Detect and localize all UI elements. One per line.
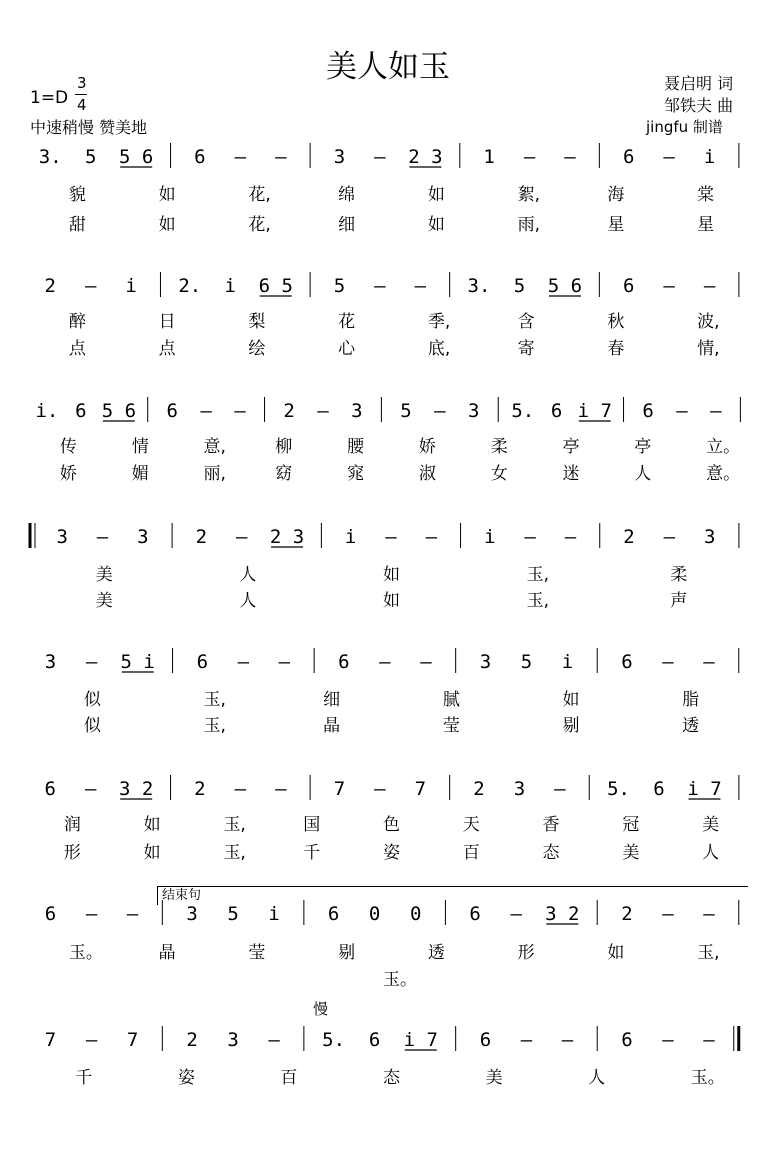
lyric-syllable: 玉, bbox=[526, 591, 550, 611]
note-number: i bbox=[484, 526, 496, 548]
note-number: 5. bbox=[607, 778, 631, 800]
lyric-syllable: 星 bbox=[607, 215, 625, 235]
note-number: 2 bbox=[194, 778, 206, 800]
lyric-syllable: 窕 bbox=[347, 464, 365, 484]
note-number: 2 bbox=[623, 526, 635, 548]
sustain-dash: – bbox=[703, 275, 716, 297]
lyric-syllable: 美 bbox=[702, 815, 720, 835]
sustain-dash: – bbox=[268, 1029, 280, 1051]
lyric-syllable: 柔 bbox=[490, 437, 508, 457]
lyric-syllable: 春 bbox=[607, 339, 625, 359]
lyric-syllable: 如 bbox=[427, 185, 445, 205]
lyric-syllable: 国 bbox=[303, 815, 321, 835]
note-number: 6 bbox=[338, 651, 350, 673]
note-number: i bbox=[344, 526, 357, 548]
note-number: 0 bbox=[368, 903, 381, 925]
note-number: 6 bbox=[622, 275, 635, 297]
sustain-dash: – bbox=[520, 1029, 533, 1051]
arranger-credit: jingfu 制谱 bbox=[646, 118, 723, 136]
note-number: 6 bbox=[621, 651, 633, 673]
lyric-syllable: 千 bbox=[75, 1068, 93, 1088]
sustain-dash: – bbox=[676, 400, 688, 422]
lyric-syllable: 女 bbox=[490, 464, 508, 484]
lyric-syllable: 美 bbox=[95, 565, 113, 585]
lyric-syllable: 人 bbox=[702, 843, 720, 863]
lyric-syllable: 意。 bbox=[706, 464, 741, 484]
lyric-syllable: 丽, bbox=[203, 464, 226, 484]
lyric-syllable: 貌 bbox=[68, 185, 86, 205]
lyric-syllable: 传 bbox=[59, 437, 77, 457]
lyric-syllable: 剔 bbox=[338, 943, 356, 963]
note-number: 7 bbox=[44, 1029, 57, 1051]
sustain-dash: – bbox=[85, 903, 98, 925]
sustain-dash: – bbox=[96, 526, 109, 548]
lyric-syllable: 如 bbox=[143, 843, 161, 863]
note-number: 6 bbox=[166, 400, 178, 422]
lyric-syllable: 人 bbox=[588, 1068, 606, 1088]
lyric-syllable: 声 bbox=[670, 591, 688, 611]
sustain-dash: – bbox=[235, 526, 248, 548]
sustain-dash: – bbox=[663, 526, 676, 548]
sustain-dash: – bbox=[434, 400, 446, 422]
note-number: 3 bbox=[479, 651, 492, 673]
note-number: 6 bbox=[327, 903, 340, 925]
lyric-syllable: 海 bbox=[607, 185, 625, 205]
lyric-syllable: 娇 bbox=[59, 464, 77, 484]
lyric-syllable: 玉, bbox=[223, 815, 246, 835]
song-title: 美人如玉 bbox=[326, 49, 450, 85]
sustain-dash: – bbox=[554, 778, 566, 800]
note-number: 2 bbox=[473, 778, 485, 800]
sustain-dash: – bbox=[317, 400, 329, 422]
key-signature: 1=D bbox=[30, 88, 69, 108]
sustain-dash: – bbox=[523, 146, 536, 168]
lyric-syllable: 如 bbox=[562, 690, 580, 710]
sustain-dash: – bbox=[703, 651, 715, 673]
note-number: i bbox=[561, 651, 574, 673]
composer-credit: 邹铁夫 曲 bbox=[664, 96, 734, 115]
lyric-syllable: 人 bbox=[634, 464, 652, 484]
lyric-syllable: 秋 bbox=[607, 312, 625, 332]
lyric-syllable: 花 bbox=[338, 312, 356, 332]
lyric-syllable: 玉。 bbox=[383, 970, 417, 990]
note-number: 3 bbox=[137, 526, 149, 548]
lyric-syllable: 如 bbox=[143, 815, 161, 835]
note-number: 5 bbox=[513, 275, 526, 297]
note-number: i bbox=[224, 275, 236, 297]
lyric-syllable: 美 bbox=[485, 1068, 503, 1088]
lyric-syllable: 含 bbox=[517, 312, 535, 332]
lyric-syllable: 美 bbox=[95, 591, 113, 611]
note-number: i bbox=[703, 146, 716, 168]
note-number: 6 bbox=[479, 1029, 492, 1051]
lyric-syllable: 玉。 bbox=[690, 1068, 725, 1088]
lyric-syllable: 如 bbox=[158, 215, 176, 235]
lyric-syllable: 花, bbox=[248, 185, 271, 205]
note-number: 6 bbox=[75, 400, 87, 422]
note-number: 5 6 bbox=[119, 146, 154, 168]
lyric-syllable: 冠 bbox=[622, 815, 640, 835]
sustain-dash: – bbox=[126, 903, 139, 925]
sustain-dash: – bbox=[374, 778, 386, 800]
note-number: 2. bbox=[178, 275, 202, 297]
note-number: 3 bbox=[351, 400, 363, 422]
lyric-syllable: 晶 bbox=[323, 716, 341, 736]
note-number: 3 2 bbox=[545, 903, 580, 925]
note-number: i bbox=[268, 903, 280, 925]
note-number: 2 3 bbox=[408, 146, 443, 168]
sustain-dash: – bbox=[374, 275, 386, 297]
lyric-syllable: 莹 bbox=[248, 943, 266, 963]
sustain-dash: – bbox=[200, 400, 212, 422]
sustain-dash: – bbox=[564, 526, 577, 548]
lyric-syllable: 人 bbox=[239, 565, 257, 585]
sustain-dash: – bbox=[564, 146, 576, 168]
note-number: 3 bbox=[227, 1029, 239, 1051]
note-number: 3 bbox=[56, 526, 68, 548]
note-number: 5 bbox=[400, 400, 412, 422]
note-number: 5 bbox=[520, 651, 533, 673]
note-number: 6 bbox=[622, 146, 635, 168]
sustain-dash: – bbox=[703, 1029, 715, 1051]
lyric-syllable: 态 bbox=[383, 1068, 400, 1088]
note-number: 5. bbox=[322, 1029, 346, 1051]
sustain-dash: – bbox=[561, 1029, 574, 1051]
note-number: 6 bbox=[642, 400, 654, 422]
lyric-syllable: 细 bbox=[338, 215, 356, 235]
lyric-syllable: 玉。 bbox=[68, 943, 103, 963]
sustain-dash: – bbox=[379, 651, 391, 673]
note-number: 6 bbox=[550, 400, 563, 422]
sustain-dash: – bbox=[662, 651, 674, 673]
note-number: 3. bbox=[38, 146, 62, 168]
lyric-syllable: 花, bbox=[248, 215, 271, 235]
lyric-syllable: 美 bbox=[622, 843, 640, 863]
note-number: 2 3 bbox=[269, 526, 305, 548]
sustain-dash: – bbox=[510, 903, 522, 925]
note-number: 5 6 bbox=[547, 275, 583, 297]
lyric-syllable: 百 bbox=[280, 1068, 298, 1088]
note-number: 3 bbox=[513, 778, 526, 800]
lyric-syllable: 如 bbox=[158, 185, 176, 205]
lyric-syllable: 情 bbox=[131, 437, 149, 457]
lyric-syllable: 媚 bbox=[131, 464, 149, 484]
lyric-syllable: 腰 bbox=[347, 437, 365, 457]
lyric-syllable: 心 bbox=[338, 339, 356, 359]
lyric-syllable: 天 bbox=[462, 815, 480, 835]
lyric-syllable: 色 bbox=[383, 815, 400, 835]
lyric-syllable: 甜 bbox=[68, 215, 86, 235]
note-number: 6 bbox=[469, 903, 481, 925]
lyric-syllable: 如 bbox=[383, 591, 400, 611]
sustain-dash: – bbox=[662, 903, 674, 925]
note-number: 6 bbox=[194, 146, 206, 168]
lyric-syllable: 棠 bbox=[697, 185, 715, 205]
lyric-syllable: 迷 bbox=[562, 464, 580, 484]
note-number: 2 bbox=[44, 275, 56, 297]
note-number: i 7 bbox=[687, 778, 722, 800]
lyric-syllable: 柳 bbox=[275, 437, 293, 457]
note-number: 3 bbox=[703, 526, 716, 548]
lyric-syllable: 姿 bbox=[177, 1068, 195, 1088]
note-number: 5. bbox=[511, 400, 535, 422]
sustain-dash: – bbox=[84, 275, 97, 297]
lyric-syllable: 底, bbox=[427, 339, 451, 359]
sustain-dash: – bbox=[237, 651, 250, 673]
lyric-syllable: 意, bbox=[203, 437, 226, 457]
sustain-dash: – bbox=[663, 146, 675, 168]
note-number: 3 bbox=[333, 146, 346, 168]
lyric-syllable: 梨 bbox=[248, 312, 266, 332]
lyric-syllable: 日 bbox=[158, 312, 176, 332]
lyric-syllable: 莹 bbox=[442, 716, 460, 736]
note-number: 2 bbox=[195, 526, 208, 548]
note-number: 7 bbox=[333, 778, 346, 800]
lyric-syllable: 星 bbox=[697, 215, 715, 235]
lyric-syllable: 润 bbox=[63, 815, 81, 835]
lyric-syllable: 形 bbox=[517, 943, 535, 963]
note-number: 5 bbox=[333, 275, 346, 297]
lyric-syllable: 柔 bbox=[670, 565, 688, 585]
sustain-dash: – bbox=[425, 526, 438, 548]
lyric-syllable: 如 bbox=[607, 943, 625, 963]
lyric-syllable: 似 bbox=[83, 716, 101, 736]
sustain-dash: – bbox=[84, 778, 97, 800]
lyric-syllable: 如 bbox=[427, 215, 445, 235]
note-number: 3. bbox=[467, 275, 491, 297]
lyric-syllable: 淑 bbox=[418, 464, 436, 484]
lyric-syllable: 情, bbox=[697, 339, 720, 359]
sustain-dash: – bbox=[420, 651, 432, 673]
note-number: 6 bbox=[368, 1029, 381, 1051]
note-number: 7 bbox=[126, 1029, 139, 1051]
note-number: 2 bbox=[621, 903, 633, 925]
note-number: 6 bbox=[44, 778, 56, 800]
lyric-syllable: 窈 bbox=[275, 464, 293, 484]
note-number: 6 bbox=[44, 903, 57, 925]
lyricist-credit: 聂启明 词 bbox=[664, 74, 734, 93]
sustain-dash: – bbox=[710, 400, 722, 422]
lyric-syllable: 亭 bbox=[562, 437, 580, 457]
note-number: 3 bbox=[44, 651, 57, 673]
note-number: 3 2 bbox=[119, 778, 154, 800]
note-number: 0 bbox=[409, 903, 422, 925]
lyric-syllable: 波, bbox=[697, 312, 720, 332]
slow-tempo-marking: 慢 bbox=[313, 1000, 329, 1018]
note-number: i 7 bbox=[403, 1029, 438, 1051]
lyric-syllable: 玉, bbox=[223, 843, 246, 863]
lyric-syllable: 玉, bbox=[526, 565, 550, 585]
lyric-syllable: 寄 bbox=[517, 339, 535, 359]
note-number: 5 6 bbox=[101, 400, 137, 422]
tempo-marking: 中速稍慢 赞美地 bbox=[30, 118, 148, 137]
lyric-syllable: 剔 bbox=[562, 716, 580, 736]
time-signature-bottom: 4 bbox=[77, 96, 87, 114]
note-number: 3 bbox=[186, 903, 198, 925]
time-signature-top: 3 bbox=[77, 74, 87, 92]
lyric-syllable: 玉, bbox=[203, 716, 226, 736]
lyric-syllable: 态 bbox=[542, 843, 560, 863]
lyric-syllable: 似 bbox=[83, 690, 101, 710]
note-number: 7 bbox=[414, 778, 427, 800]
lyric-syllable: 雨, bbox=[517, 215, 541, 235]
lyric-syllable: 絮, bbox=[517, 185, 541, 205]
sustain-dash: – bbox=[85, 1029, 98, 1051]
note-number: 6 bbox=[196, 651, 209, 673]
lyric-syllable: 绵 bbox=[338, 185, 356, 205]
ending-label: 结束句 bbox=[162, 888, 202, 903]
lyric-syllable: 百 bbox=[462, 843, 480, 863]
lyric-syllable: 腻 bbox=[442, 690, 460, 710]
note-number: 2 bbox=[186, 1029, 198, 1051]
note-number: 6 bbox=[653, 778, 665, 800]
lyric-syllable: 点 bbox=[68, 339, 86, 359]
lyric-syllable: 醉 bbox=[68, 312, 86, 332]
sustain-dash: – bbox=[85, 651, 98, 673]
lyric-syllable: 透 bbox=[427, 943, 445, 963]
lyric-syllable: 季, bbox=[427, 312, 451, 332]
note-number: i 7 bbox=[577, 400, 612, 422]
lyric-syllable: 脂 bbox=[682, 690, 700, 710]
lyric-syllable: 玉, bbox=[697, 943, 720, 963]
note-number: 5 bbox=[84, 146, 97, 168]
note-number: 1 bbox=[483, 146, 495, 168]
lyric-syllable: 姿 bbox=[383, 843, 400, 863]
sustain-dash: – bbox=[234, 400, 246, 422]
sustain-dash: – bbox=[662, 1029, 674, 1051]
lyric-syllable: 千 bbox=[303, 843, 321, 863]
lyric-syllable: 人 bbox=[239, 591, 257, 611]
sustain-dash: – bbox=[524, 526, 536, 548]
sustain-dash: – bbox=[374, 146, 386, 168]
sustain-dash: – bbox=[663, 275, 675, 297]
note-number: i. bbox=[35, 400, 59, 422]
note-number: 6 5 bbox=[258, 275, 293, 297]
sustain-dash: – bbox=[414, 275, 427, 297]
lyric-syllable: 香 bbox=[542, 815, 560, 835]
lyric-syllable: 点 bbox=[158, 339, 176, 359]
sustain-dash: – bbox=[234, 146, 247, 168]
note-number: 6 bbox=[621, 1029, 633, 1051]
note-number: i bbox=[125, 275, 137, 297]
lyric-syllable: 立。 bbox=[706, 437, 741, 457]
sustain-dash: – bbox=[703, 903, 715, 925]
lyric-syllable: 细 bbox=[323, 690, 341, 710]
note-number: 5 i bbox=[120, 651, 155, 673]
lyric-syllable: 娇 bbox=[418, 437, 436, 457]
lyric-syllable: 晶 bbox=[158, 943, 176, 963]
lyric-syllable: 透 bbox=[682, 716, 700, 736]
note-number: 3 bbox=[467, 400, 480, 422]
lyric-syllable: 形 bbox=[63, 843, 81, 863]
sustain-dash: – bbox=[385, 526, 397, 548]
note-number: 2 bbox=[283, 400, 295, 422]
sustain-dash: – bbox=[278, 651, 291, 673]
sustain-dash: – bbox=[275, 778, 287, 800]
lyric-syllable: 玉, bbox=[203, 690, 226, 710]
sustain-dash: – bbox=[234, 778, 247, 800]
lyric-syllable: 绘 bbox=[248, 339, 266, 359]
lyric-syllable: 如 bbox=[383, 565, 400, 585]
sustain-dash: – bbox=[275, 146, 287, 168]
note-number: 5 bbox=[227, 903, 239, 925]
lyric-syllable: 亭 bbox=[634, 437, 652, 457]
